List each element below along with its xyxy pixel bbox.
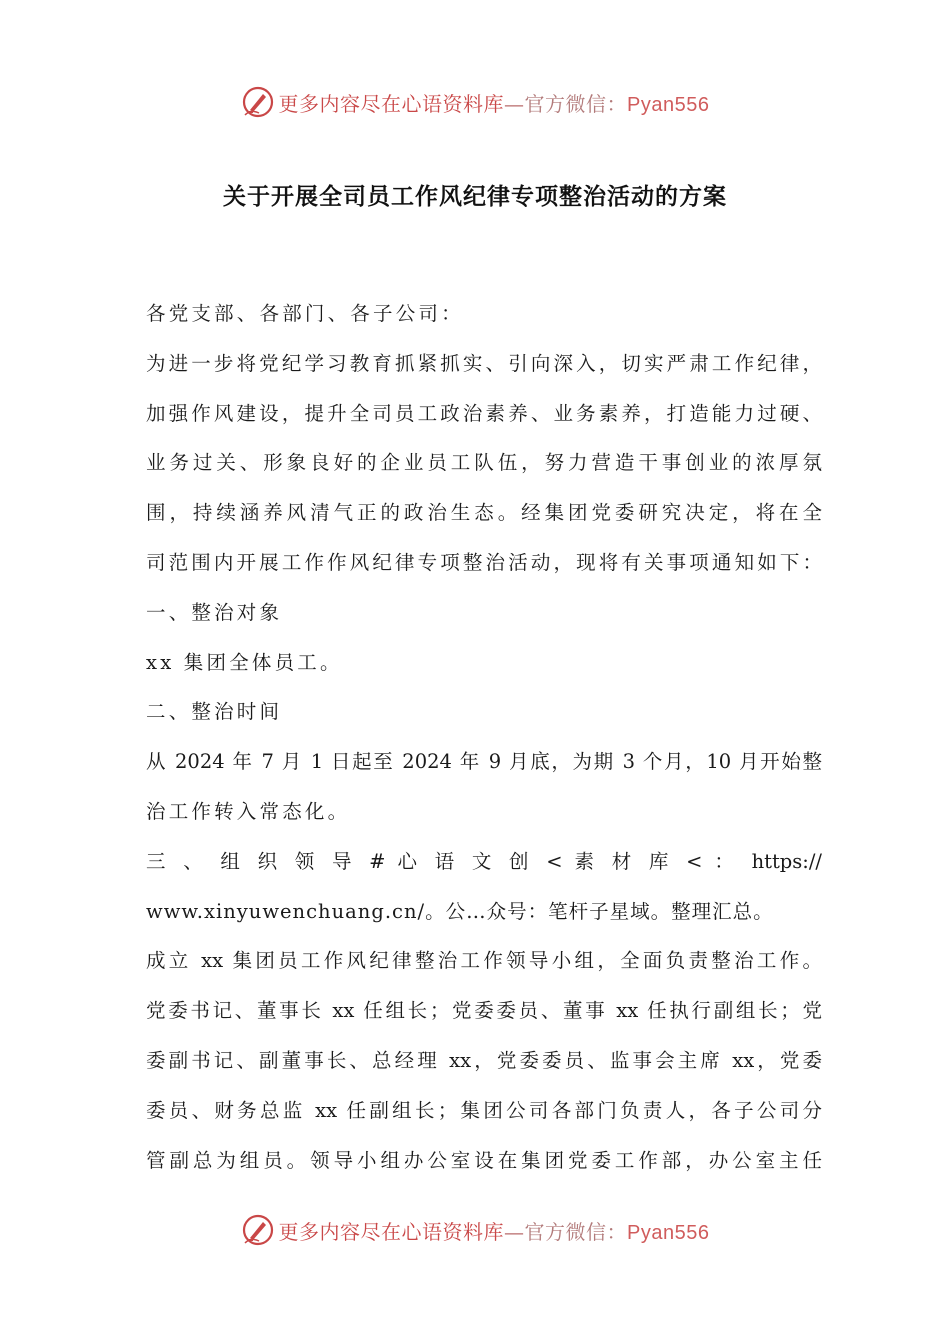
document-title: 关于开展全司员工作风纪律专项整治活动的方案 bbox=[223, 184, 727, 210]
section-heading: 三 、 组 织 领 导 # 心 语 文 创 < 素 材 库 < ： https:// bbox=[146, 849, 822, 873]
body-line: 围，持续涵养风清气正的政治生态。经集团党委研究决定，将在全 bbox=[146, 501, 822, 525]
footer-banner-wechat-id: Pyan556 bbox=[627, 1221, 710, 1244]
header-banner-wechat-id: Pyan556 bbox=[627, 93, 710, 116]
section-heading: 二、整治时间 bbox=[146, 700, 283, 724]
header-banner-wechat-label: 官方微信： bbox=[524, 91, 628, 116]
section-heading: 一、整治对象 bbox=[146, 600, 283, 624]
header-banner-text bbox=[279, 88, 710, 117]
body-line: 管副总为组员。领导小组办公室设在集团党委工作部，办公室主任 bbox=[146, 1148, 822, 1172]
footer-banner-dash: — bbox=[504, 1219, 525, 1244]
footer-banner bbox=[0, 1210, 950, 1250]
quill-logo-icon bbox=[241, 1213, 275, 1247]
body-line: 加强作风建设，提升全司员工政治素养、业务素养，打造能力过硬、 bbox=[146, 401, 822, 425]
footer-banner-slogan: 更多内容尽在心语资料库 bbox=[278, 1219, 505, 1244]
quill-logo-icon bbox=[241, 85, 275, 119]
header-banner-slogan: 更多内容尽在心语资料库 bbox=[278, 91, 505, 116]
body-line: 党委书记、董事长 xx 任组长；党委委员、董事 xx 任执行副组长；党 bbox=[146, 999, 822, 1023]
body-line: 委副书记、副董事长、总经理 xx，党委委员、监事会主席 xx，党委 bbox=[146, 1048, 822, 1072]
header-banner-dash: — bbox=[504, 91, 525, 116]
body-line: www.xinyuwenchuang.cn/。公…众号：笔杆子星域。整理汇总。 bbox=[146, 899, 774, 923]
body-line: 治工作转入常态化。 bbox=[146, 799, 351, 823]
header-banner bbox=[0, 82, 950, 122]
footer-banner-wechat-label: 官方微信： bbox=[524, 1219, 628, 1244]
body-line: 委员、财务总监 xx 任副组长；集团公司各部门负责人，各子公司分 bbox=[146, 1098, 822, 1122]
body-line: 从 2024 年 7 月 1 日起至 2024 年 9 月底，为期 3 个月，10 月开始整 bbox=[146, 750, 822, 774]
body-line: 司范围内开展工作作风纪律专项整治活动，现将有关事项通知如下： bbox=[146, 550, 822, 574]
document-body bbox=[146, 296, 822, 1192]
body-line: 为进一步将党纪学习教育抓紧抓实、引向深入，切实严肃工作纪律， bbox=[146, 351, 822, 375]
body-line: 成立 xx 集团员工作风纪律整治工作领导小组，全面负责整治工作。 bbox=[146, 949, 822, 973]
body-line: 业务过关、形象良好的企业员工队伍，努力营造干事创业的浓厚氛 bbox=[146, 451, 822, 475]
footer-banner-text bbox=[279, 1216, 710, 1245]
body-line: 各党支部、各部门、各子公司： bbox=[146, 302, 464, 325]
body-line: xx 集团全体员工。 bbox=[146, 650, 343, 674]
